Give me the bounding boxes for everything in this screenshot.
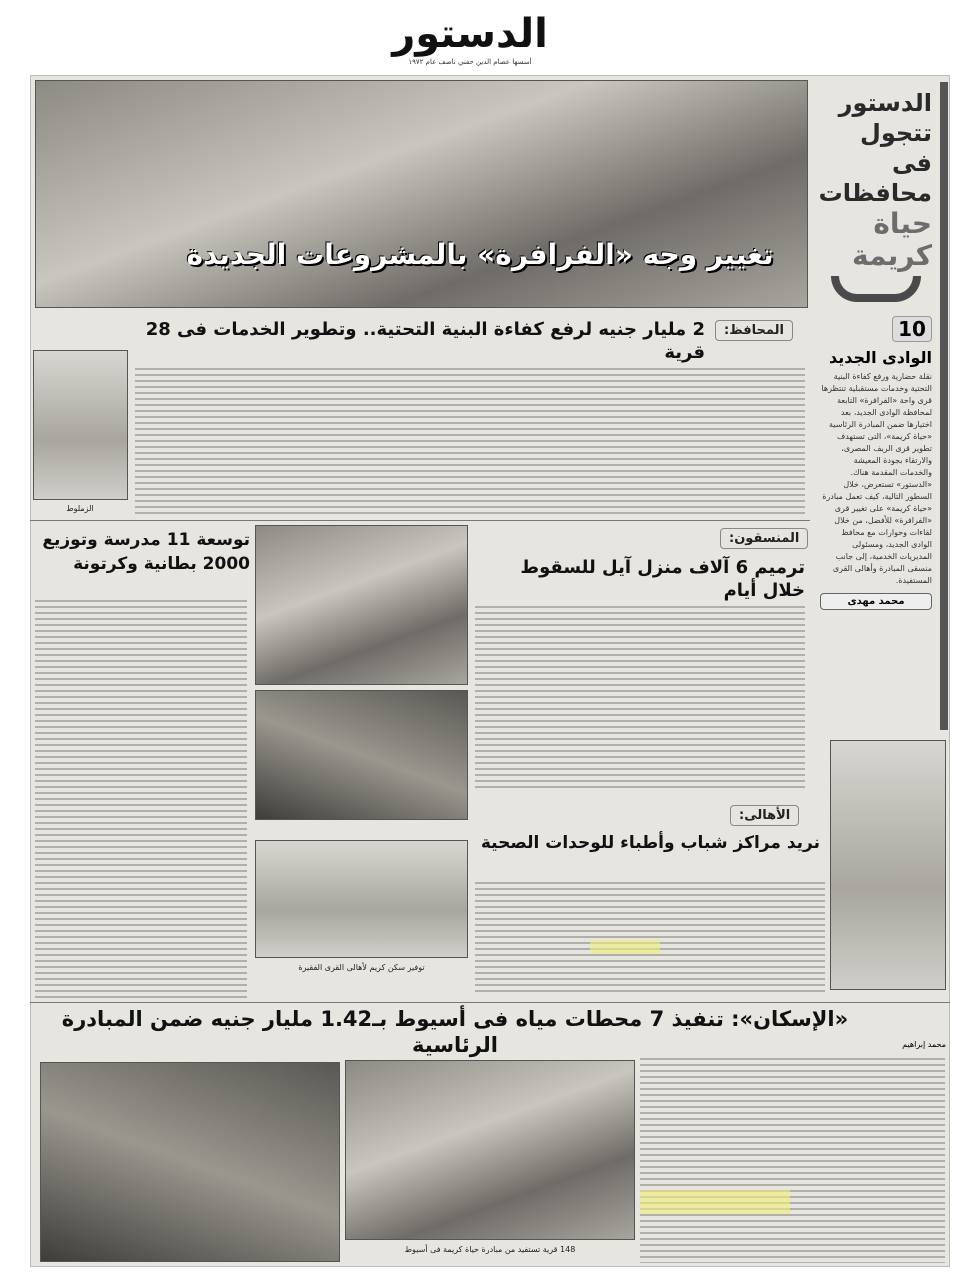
governor-kicker: المحافظ: [715,320,793,341]
sidebar-title-line: تتجول فى [860,119,932,177]
masthead [310,10,630,78]
housing-headline: «الإسكان»: تنفيذ 7 محطات مياه فى أسيوط بـ1.42 مليار جنيه ضمن المبادرة الرئاسية [61,1007,849,1057]
sidebar-title-line: محافظات [818,179,932,207]
main-photo [35,80,808,308]
smile-logo-icon [831,276,921,302]
author-name: محمد مهدى [820,593,932,610]
coordinators-kicker: المنسقون: [720,528,808,549]
masthead-tagline: أسسها عصام الدين حفني ناصف عام ١٩٧٢ [408,58,532,66]
governorate-name: الوادى الجديد [829,348,932,367]
highlight [590,940,660,954]
governor-headline: 2 مليار جنيه لرفع كفاءة البنية التحتية.. وتطوير الخدمات فى 28 قرية [145,319,705,363]
construction-photo [255,690,468,820]
photo-caption: 148 قرية تستفيد من مبادرة حياة كريمة فى أسيوط [345,1244,635,1255]
highlight [640,1190,790,1214]
residents-kicker: الأهالى: [730,805,799,826]
workers-photo [40,1062,340,1262]
water-station-photo [345,1060,635,1240]
schools-headline [38,528,250,576]
initiative-logo-text: كريمة [852,239,932,272]
article-body [475,606,805,790]
photo-caption: توفير سكن كريم لأهالى القرى الفقيرة [255,962,468,973]
houses-photo [255,525,468,685]
series-sidebar [812,82,948,730]
divider [30,520,810,521]
divider [30,1002,950,1003]
headline-line: توسعة 11 مدرسة وتوزيع [42,530,250,550]
governor-portrait [33,350,128,500]
article-body [640,1058,945,1263]
main-headline: تغيير وجه «الفرافرة» بالمشروعات الجديدة [186,238,774,271]
painting-photo [255,840,468,958]
initiative-logo-text: حياة [873,207,932,240]
coordinators-headline: ترميم 6 آلاف منزل آيل للسقوط خلال أيام [520,557,805,601]
residents-headline: نريد مراكز شباب وأطباء للوحدات الصحية [480,833,820,853]
sidebar-brand: الدستور [838,89,932,117]
author-name: محمد إبراهيم [902,1040,946,1049]
ambulance-photo [830,740,946,990]
article-body [135,368,805,515]
photo-caption: الزملوط [40,503,120,514]
headline-line: 2000 بطانية وكرتونة [73,554,250,574]
series-number: 10 [892,316,932,342]
article-body [35,600,247,1000]
newspaper-logo: الدستور [392,11,548,57]
sidebar-intro: نقلة حضارية ورفع كفاءة البنية التحتية وخدمات مستقبلية تنتظرها قرى واحة «الفرافرة» التابعة لمحافظة الوادى الجديد، بعد اختيارها ضمن المبادرة الرئاسية «حياة كريمة»، التى تستهدف تطوير قرى الريف المصرى، والارتقاء بجودة المعيشة والخدمات المقدمة هناك. «الدستور» تستعرض، خلال السطور التالية، كيف تعمل مبادرة «حياة كريمة» على تغيير قرى «الفرافرة» للأفضل، من خلال لقاءات وحوارات مع محافظ الوادى الجديد، ومسئولى المديريات الخدمية، إلى جانب منسقى المبادرة وأهالى القرى المستفيدة. [821,372,932,585]
article-body [475,882,825,996]
